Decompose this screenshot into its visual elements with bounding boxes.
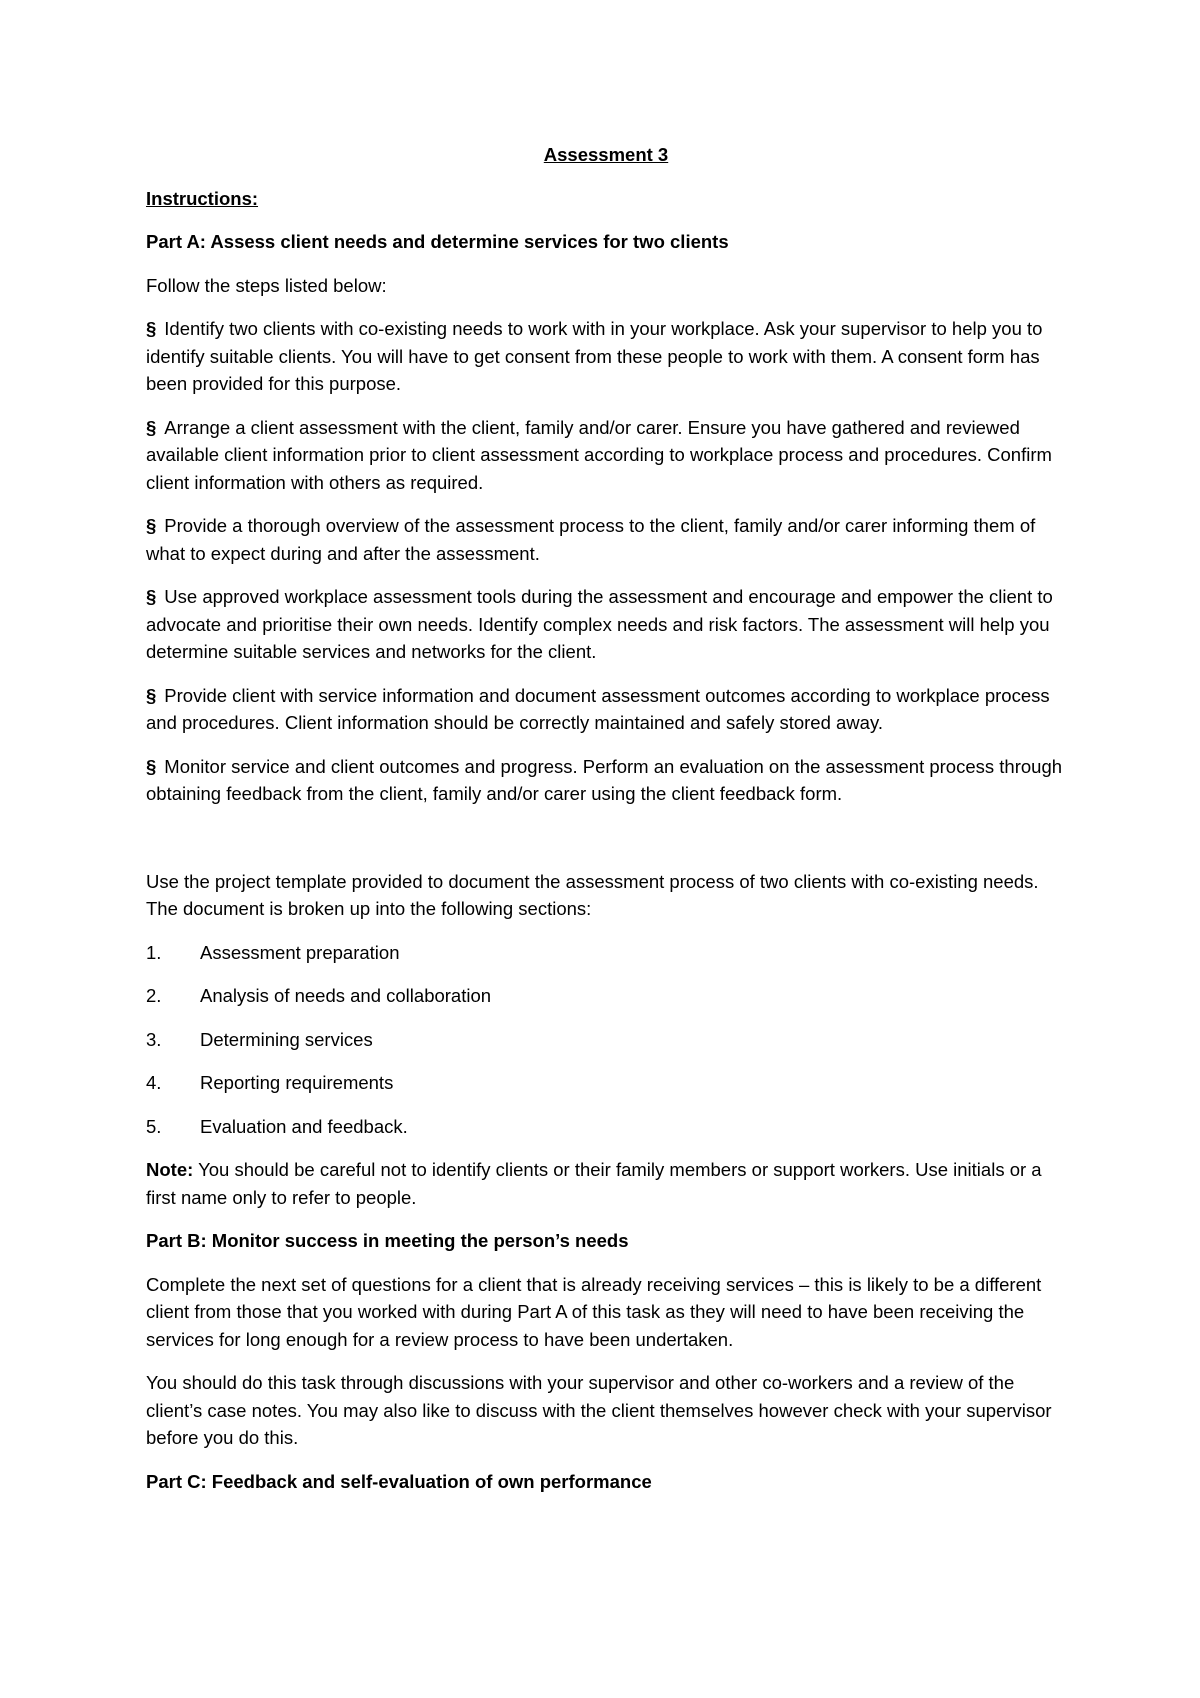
part-a-step <box>146 414 1066 497</box>
list-text: Evaluation and feedback. <box>200 1115 408 1137</box>
list-item <box>146 1026 1066 1054</box>
note-paragraph <box>146 1156 1066 1211</box>
part-c-heading: Part C: Feedback and self-evaluation of own performance <box>146 1470 652 1492</box>
part-b-paragraph-2: You should do this task through discussions with your supervisor and other co-workers and a review of the client’s case notes. You may also like to discuss with the client themselves however check with your supervisor before you do this. <box>146 1372 1052 1448</box>
section-sign-icon: § <box>146 416 157 438</box>
part-a-step <box>146 753 1066 808</box>
document-page <box>146 141 1066 1511</box>
note-label: Note: <box>146 1159 194 1180</box>
step-text: Arrange a client assessment with the client, family and/or carer. Ensure you have gathered and reviewed available client information prior to client assessment according to workplace process and procedures. Confirm client information with others as required. <box>146 416 1052 493</box>
step-text: Identify two clients with co-existing needs to work with in your workplace. Ask your supervisor to help you to identify suitable clients. You will have to get consent from these people to work with them. A consent form has been provided for this purpose. <box>146 318 1043 394</box>
section-sign-icon: § <box>146 515 157 536</box>
document-title: Assessment 3 <box>543 144 669 165</box>
list-text: Analysis of needs and collaboration <box>200 985 492 1006</box>
part-a-step <box>146 512 1066 567</box>
list-text: Assessment preparation <box>200 941 400 963</box>
step-text: Monitor service and client outcomes and progress. Perform an evaluation on the assessment process through obtaining feedback from the client, family and/or carer using the client feedback form. <box>146 755 1063 804</box>
list-item <box>146 982 1066 1010</box>
note-text: You should be careful not to identify clients or their family members or support workers. Use initials or a first name only to refer to people. <box>146 1159 1042 1208</box>
list-number: 4. <box>146 1072 162 1093</box>
part-a-heading: Part A: Assess client needs and determine services for two clients <box>146 231 729 252</box>
list-text: Determining services <box>200 1028 373 1050</box>
section-sign-icon: § <box>146 586 157 607</box>
step-text: Provide client with service information and document assessment outcomes according to workplace process and procedures. Client information should be correctly maintained and safely stored away. <box>146 684 1050 733</box>
section-sign-icon: § <box>146 755 157 777</box>
list-number: 3. <box>146 1028 162 1050</box>
list-number: 1. <box>146 941 162 963</box>
list-item <box>146 1113 1066 1141</box>
list-item <box>146 1069 1066 1097</box>
part-b-paragraph-1: Complete the next set of questions for a client that is already receiving services – this is likely to be a different client from those that you worked with during Part A of this task as they will need to have been receiving the services for long enough for a review process to have been undertaken. <box>146 1273 1042 1350</box>
list-item <box>146 939 1066 967</box>
part-a-step <box>146 682 1066 737</box>
part-a-step <box>146 583 1066 666</box>
list-text: Reporting requirements <box>200 1072 394 1093</box>
section-sign-icon: § <box>146 684 157 706</box>
part-a-intro: Follow the steps listed below: <box>146 274 387 296</box>
part-b-heading: Part B: Monitor success in meeting the person’s needs <box>146 1230 629 1251</box>
list-number: 2. <box>146 985 162 1006</box>
blank-spacer <box>146 824 1066 868</box>
section-sign-icon: § <box>146 318 157 339</box>
part-a-step <box>146 315 1066 398</box>
sections-list <box>146 939 1066 1141</box>
step-text: Use approved workplace assessment tools during the assessment and encourage and empower the client to advocate and prioritise their own needs. Identify complex needs and risk factors. The assessment will help you determine suitable services and networks for the client. <box>146 586 1053 662</box>
template-intro: Use the project template provided to document the assessment process of two clients with co-existing needs. The document is broken up into the following sections: <box>146 870 1039 919</box>
instructions-label: Instructions: <box>146 187 259 209</box>
list-number: 5. <box>146 1115 162 1137</box>
step-text: Provide a thorough overview of the assessment process to the client, family and/or carer informing them of what to expect during and after the assessment. <box>146 515 1036 564</box>
